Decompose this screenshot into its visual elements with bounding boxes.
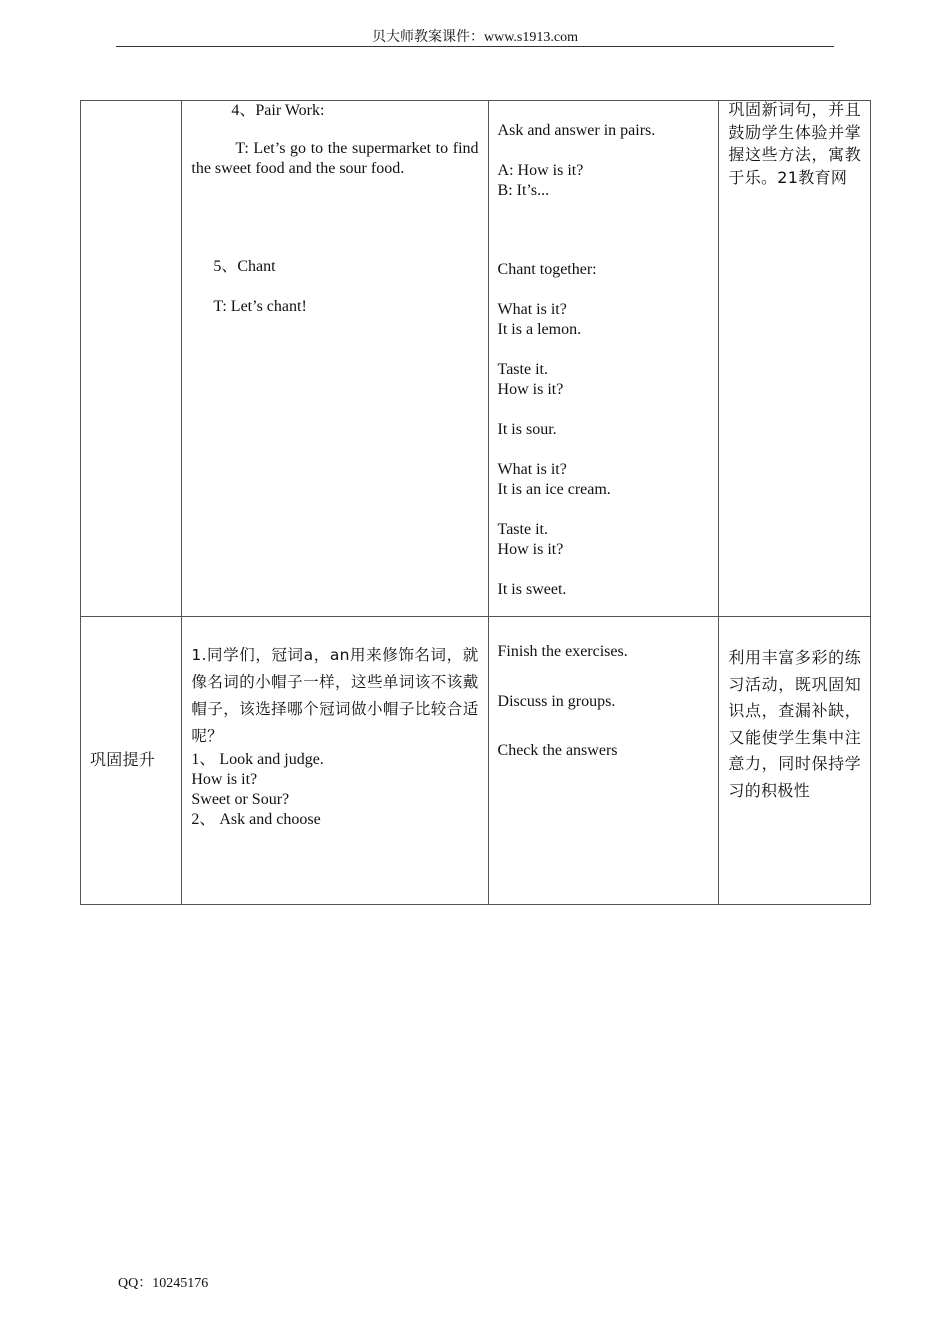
student-activity: Discuss in groups. [497,692,616,710]
purpose-cell [719,617,871,905]
table-row [81,617,871,905]
student-activity-cell [488,617,719,905]
chant-line: How is it? [497,381,564,398]
page-footer: QQ：10245176 [118,1276,209,1291]
teacher-question: Sweet or Sour? [191,791,290,808]
chant-line: How is it? [497,541,564,558]
chant-line: It is a lemon. [497,321,582,338]
chant-line: It is sour. [497,421,557,438]
student-activity: Check the answers [497,742,618,760]
purpose-cell [719,101,871,617]
student-activity-cell [488,101,719,617]
pair-work-text: T: Let’s go to the supermarket to find the sweet food and the sour food. [191,140,479,177]
teacher-step: 1、 Look and judge. [191,751,324,768]
stage-cell [81,617,182,905]
teacher-step: 2、 Ask and choose [191,811,321,828]
chant-intro: Chant together: [497,261,597,278]
chant-line: Taste it. [497,361,548,378]
purpose-text: 巩固新词句，并且鼓励学生体验并掌握这些方法，寓教于乐。21教育网 [728,100,861,187]
chant-line: Taste it. [497,521,548,538]
chant-title: 5、Chant [213,258,276,275]
chant-line: What is it? [497,301,567,318]
page-header: 贝大师教案课件：www.s1913.com [372,30,578,45]
teacher-activity-cell [182,101,488,617]
chant-line: It is an ice cream. [497,481,611,498]
pair-intro: Ask and answer in pairs. [497,122,656,139]
teacher-question: How is it? [191,771,258,788]
chant-text: T: Let’s chant! [213,298,307,315]
header-divider [116,46,834,47]
teacher-activity-cell [182,617,488,905]
lesson-plan-table [80,100,871,905]
student-activity: Finish the exercises. [497,643,628,660]
pair-line-b: B: It’s... [497,182,550,199]
chant-line: What is it? [497,461,567,478]
table-row [81,101,871,617]
teacher-intro: 1.同学们，冠词a，an用来修饰名词，就像名词的小帽子一样，这些单词该不该戴帽子，该选择哪个冠词做小帽子比较合适呢？ [191,646,479,745]
stage-label: 巩固提升 [90,750,156,770]
purpose-text: 利用丰富多彩的练习活动，既巩固知识点，查漏补缺，又能使学生集中注意力，同时保持学习的积极性 [728,648,861,800]
chant-line: It is sweet. [497,581,567,598]
pair-work-title: 4、Pair Work: [231,102,325,119]
pair-line-a: A: How is it? [497,162,584,179]
stage-cell [81,101,182,617]
